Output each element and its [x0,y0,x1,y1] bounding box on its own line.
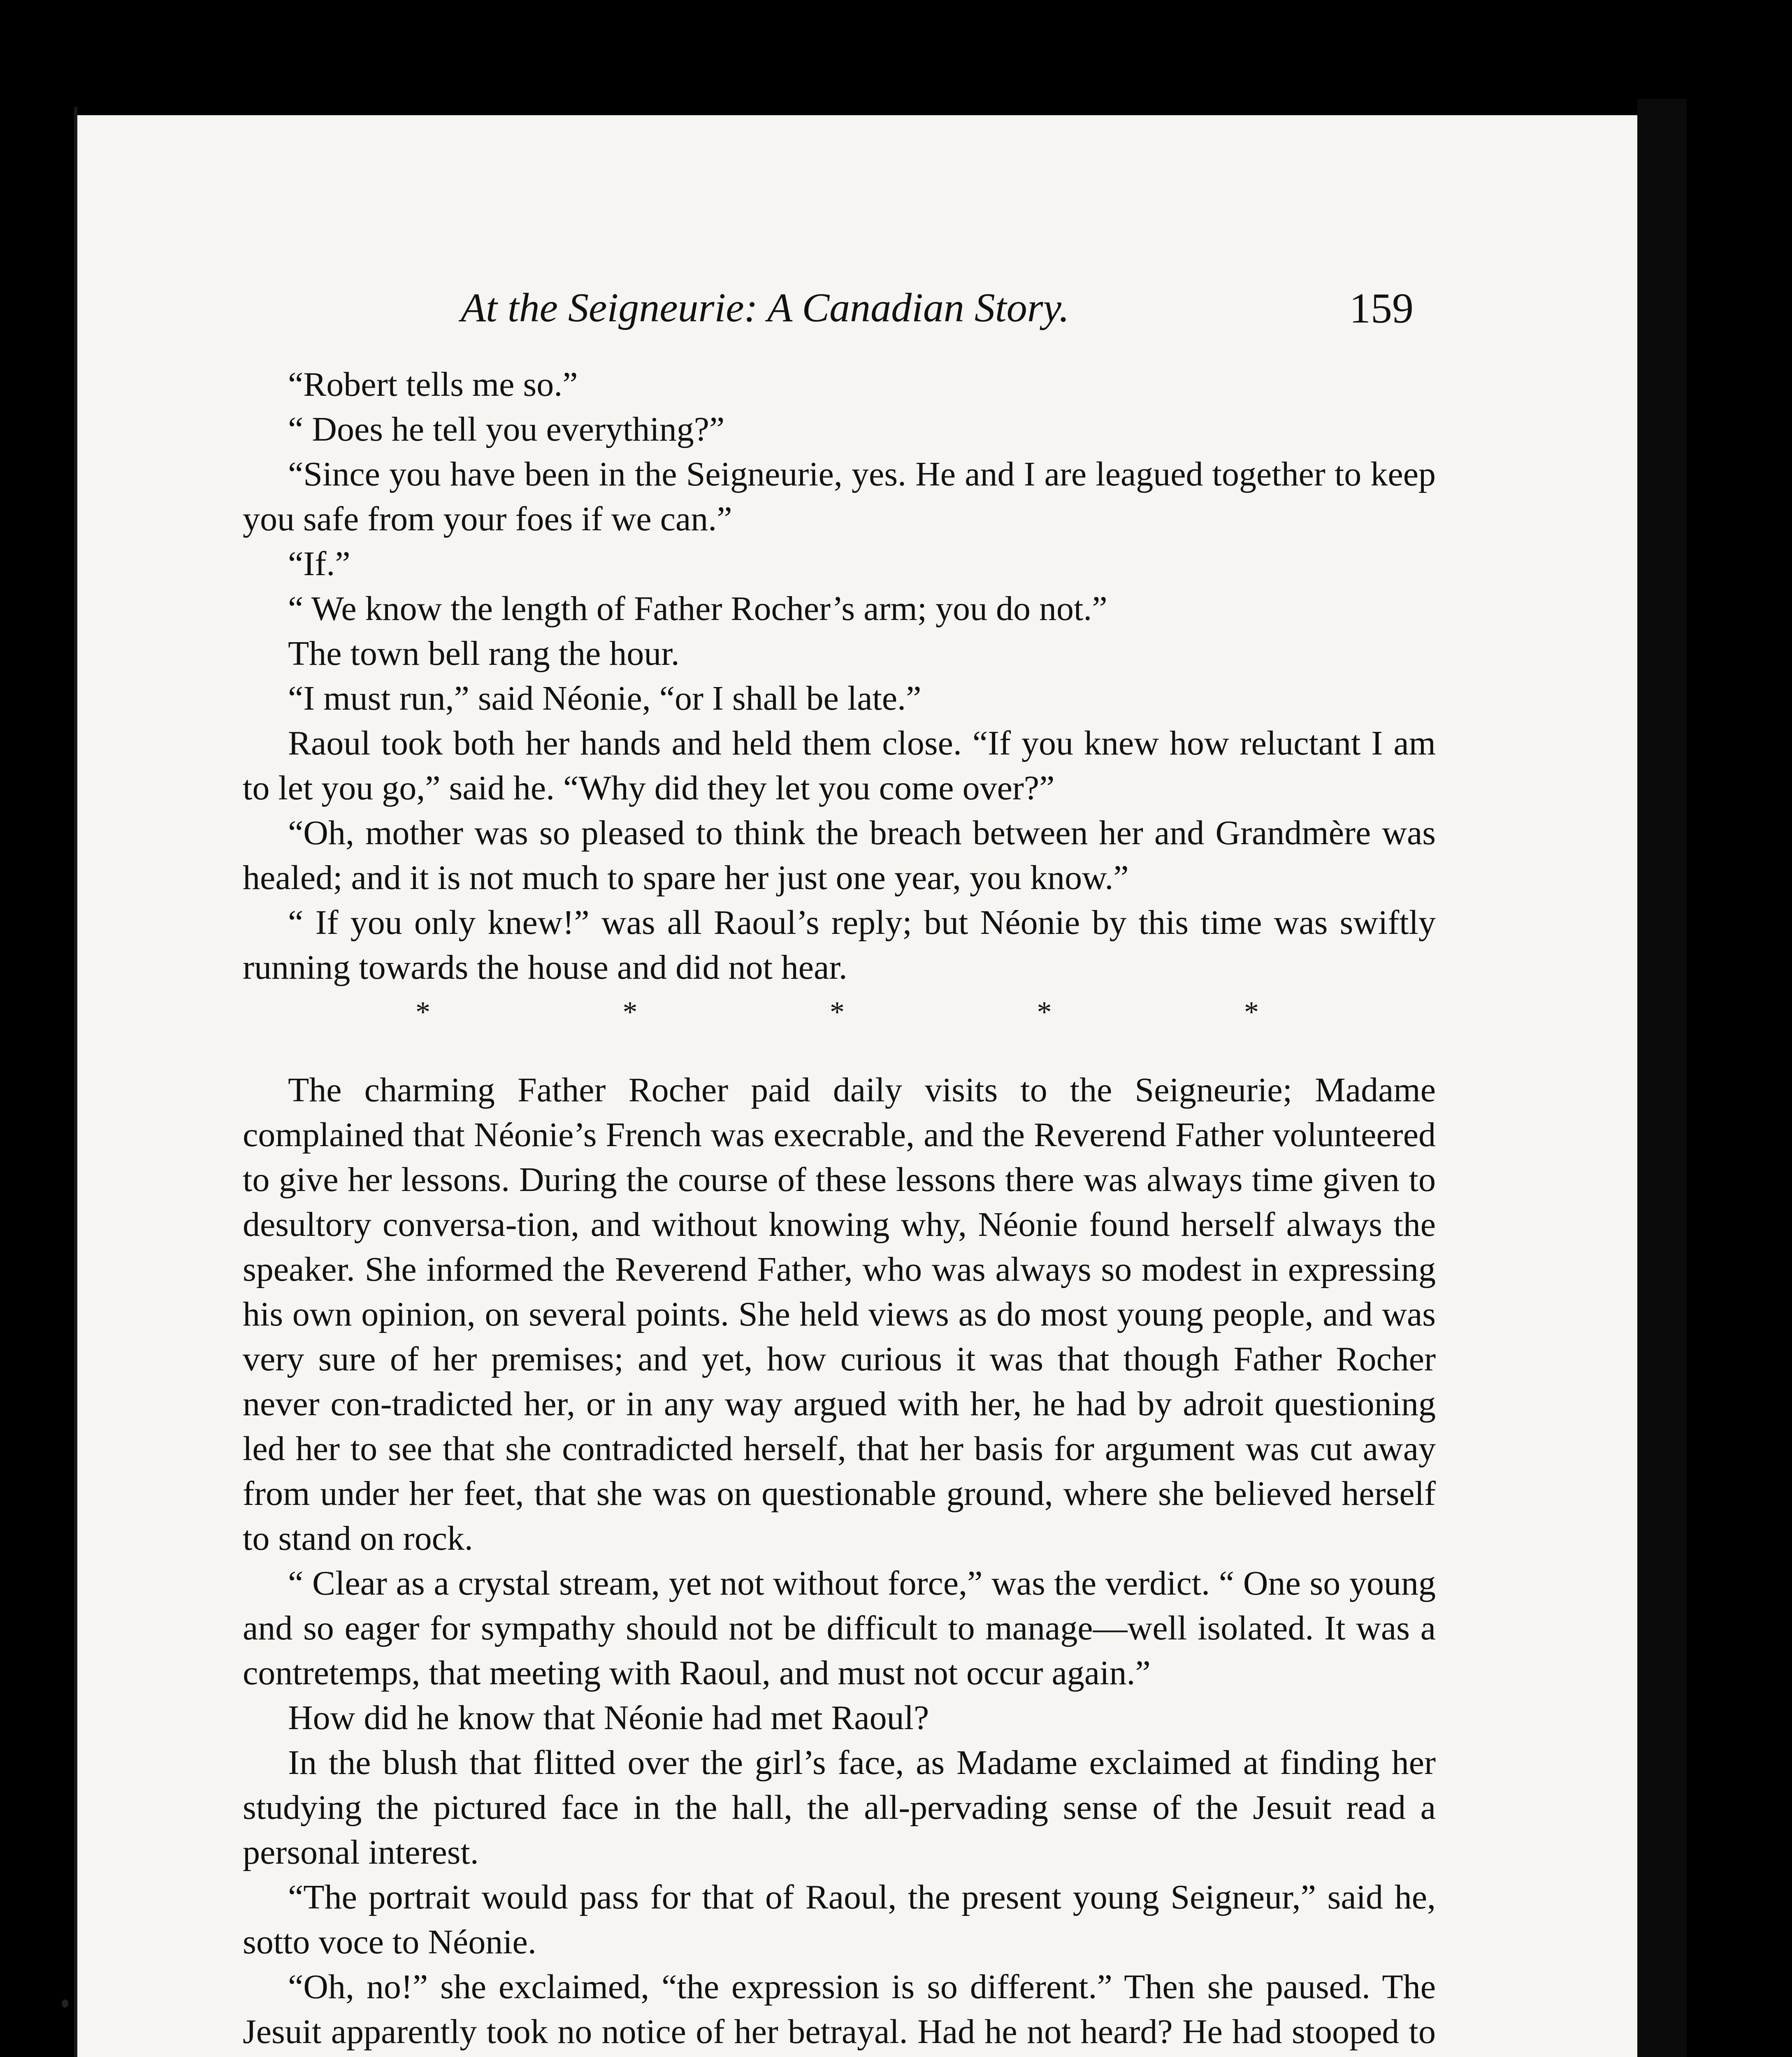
asterisk: * [416,996,430,1028]
paragraph: The town bell rang the hour. [288,634,680,673]
body-text [243,362,1436,2057]
asterisk: * [1244,996,1259,1028]
asterisk: * [1037,996,1052,1028]
scan-speck [62,1999,68,2008]
paragraph: “Since you have been in the Seigneurie, yes. He and I are leagued together to keep you safe from your foes if we can.” [243,455,1436,538]
asterisk: * [622,996,638,1028]
paragraph: “ Does he tell you everything?” [288,410,725,448]
running-title: At the Seigneurie: A Canadian Story. [461,285,1070,330]
paragraph: Raoul took both her hands and held them close. “If you knew how reluctant I am to let you go,” said he. “Why did they let you come over?” [243,724,1436,807]
paragraph: In the blush that flitted over the girl’s face, as Madame exclaimed at finding her studying the pictured face in the hall, the all-pervading sense of the Jesuit read a personal interest. [243,1744,1436,1871]
paragraph: “Oh, mother was so pleased to think the breach between her and Grandmère was healed; and it is not much to spare her just one year, you know.” [243,814,1436,897]
paragraph: “The portrait would pass for that of Raoul, the present young Seigneur,” said he, sotto voce to Néonie. [243,1878,1436,1961]
page-edge-shadow [1637,99,1687,2057]
paragraph: How did he know that Néonie had met Raoul? [288,1699,929,1737]
paragraph: “If.” [288,545,351,583]
page-number: 159 [1349,285,1414,332]
section-break [243,990,1436,1035]
paragraph: The charming Father Rocher paid daily visits to the Seigneurie; Madame complained that Néonie’s French was execrable, and the Reverend Father volunteered to give her lessons. During the course of these lessons there was always time given to desultory conversa-tion, and without knowing why, Néonie found herself always the speaker. She informed the Reverend Father, who was always so modest in expressing his own opinion, on several points. She held views as do most young people, and was very sure of her premises; and yet, how curious it was that though Father Rocher never con-tradicted her, or in any way argued with her, he had by adroit questioning led her to see that she contradicted herself, that her basis for argument was cut away from under her feet, that she was on questionable ground, where she believed herself to stand on rock. [243,1071,1436,1558]
paragraph: “ We know the length of Father Rocher’s arm; you do not.” [288,590,1107,628]
paragraph: “ Clear as a crystal stream, yet not without force,” was the verdict. “ One so young and so eager for sympathy should not be difficult to manage—well isolated. It was a contretemps, that meeting with Raoul, and must not occur again.” [243,1564,1436,1692]
paragraph: “I must run,” said Néonie, “or I shall be late.” [288,679,922,717]
asterisk: * [830,996,845,1028]
paragraph: “ If you only knew!” was all Raoul’s reply; but Néonie by this time was swiftly running towards the house and did not hear. [243,903,1436,987]
page-gutter [74,107,77,2057]
paragraph: “Robert tells me so.” [288,365,578,404]
paragraph: “Oh, no!” she exclaimed, “the expression is so different.” Then she paused. The Jesuit apparently took no notice of her betrayal. Had he not heard? He had stooped to [243,1968,1436,2051]
